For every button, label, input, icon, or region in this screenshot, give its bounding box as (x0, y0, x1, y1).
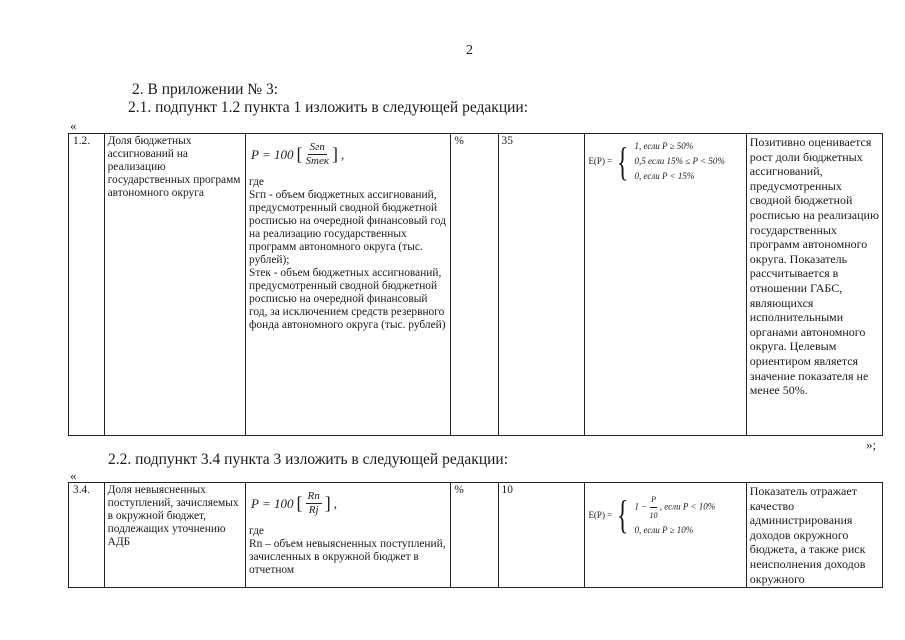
formula-tail: , (333, 496, 337, 511)
formula-fraction (306, 141, 329, 168)
indicator-number: 1.2. (69, 134, 105, 436)
indicator-evaluation (585, 134, 746, 436)
formula: P = 100 [ $\frac{\text{Sгп}}{\text{Sтек}}$ ] , (251, 141, 345, 167)
evaluation-label: E(P) = (588, 509, 613, 520)
formula-tail: , (341, 147, 345, 162)
open-quote: « (70, 118, 77, 133)
table-row (69, 483, 883, 588)
indicator-comment: Показатель отражает качество администрирования доходов окружного бюджета, а также риск неисполнения доходов окружного (746, 483, 882, 588)
formula-where: где (249, 176, 264, 188)
evaluation-formula: E(P) = { 1, если P ≥ 50% 0,5 если 15% ≤ P < 50% 0, если P < 15% (588, 138, 725, 184)
indicator-name: Доля бюджетных ассигнований на реализацию государственных программ автономного округа (104, 134, 245, 436)
indicator-table-3-4 (68, 482, 883, 588)
table-row (69, 134, 883, 436)
evaluation-case-2: 0, если P ≥ 10% (634, 525, 694, 535)
formula-where: где (249, 525, 264, 537)
formula-denominator: Sтек (305, 155, 329, 167)
evaluation-formula: E(P) = { 1 − $\frac{P}{10}$ , если P < 10% 0, если P ≥ 10% (588, 492, 716, 537)
formula-numerator: Rn (307, 490, 320, 502)
formula-desc-sgp: Sгп - объем бюджетных ассигнований, предусмотренный сводной бюджетной росписью на очередной финансовый год на реализацию государственных программ автономного округа (тыс. рублей); (249, 189, 446, 266)
page-number: 2 (466, 43, 473, 58)
evaluation-case-2: 0,5 если 15% ≤ P < 50% (634, 156, 725, 166)
indicator-weight: 35 (498, 134, 585, 436)
indicator-comment: Позитивно оценивается рост доли бюджетных ассигнований, предусмотренных сводной бюджетной росписью на реализацию государственных программ автономного округа. Показатель рассчитывается в отношении ГАБС, являющихся исполнительными органами автономного округа. Целевым ориентиром является значение показателя не менее 50%. (746, 134, 882, 436)
formula-lhs: P = 100 (251, 496, 294, 511)
indicator-formula-cell (246, 483, 451, 588)
formula: P = 100 [ $\frac{Rn}{Rj}$ ] , (251, 490, 337, 516)
subsection-heading-2-2: 2.2. подпункт 3.4 пункта 3 изложить в следующей редакции: (108, 451, 509, 468)
formula-lhs: P = 100 (251, 147, 294, 162)
indicator-unit: % (451, 134, 498, 436)
formula-numerator: Sгп (309, 141, 325, 153)
section-heading: 2. В приложении № 3: (132, 81, 279, 98)
indicator-table-1-2 (68, 133, 883, 436)
subsection-heading-2-1: 2.1. подпункт 1.2 пункта 1 изложить в следующей редакции: (128, 99, 529, 116)
formula-desc-stek: Sтек - объем бюджетных ассигнований, предусмотренный сводной бюджетной росписью на очередной финансовый год, за исключением средств резервного фонда автономного округа (тыс. рублей) (249, 267, 446, 331)
indicator-formula-cell (246, 134, 451, 436)
evaluation-case-1: 1, если P ≥ 50% (634, 141, 694, 151)
formula-denominator: Rj (308, 504, 319, 516)
indicator-unit: % (451, 483, 498, 588)
evaluation-label: E(P) = (588, 156, 613, 166)
evaluation-case-1: 1 − $\frac{P}{10}$ , если P < 10% (634, 492, 715, 523)
open-quote-2: « (70, 468, 77, 483)
formula-desc-rn: Rn – объем невыясненных поступлений, зачисленных в окружной бюджет в отчетном (249, 538, 446, 576)
indicator-number: 3.4. (69, 483, 105, 588)
close-quote: »; (866, 437, 877, 452)
indicator-evaluation (585, 483, 746, 588)
evaluation-case-3: 0, если P < 15% (634, 171, 695, 181)
indicator-name: Доля невыясненных поступлений, зачисляемых в окружной бюджет, подлежащих уточнению АДБ (104, 483, 245, 588)
formula-fraction (306, 490, 322, 517)
indicator-weight: 10 (498, 483, 585, 588)
